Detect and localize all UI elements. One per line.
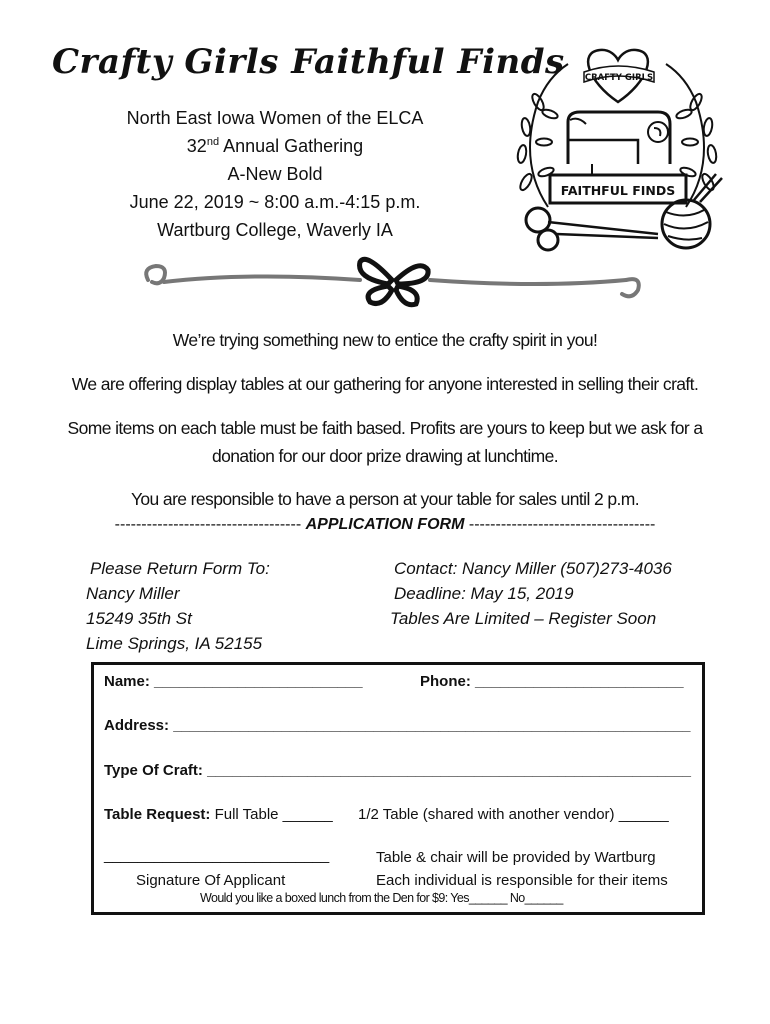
name-field[interactable] <box>104 673 363 690</box>
application-form-divider <box>0 516 770 534</box>
intro-line-1: We’re trying something new to entice the crafty spirit in you! <box>172 330 598 350</box>
name-label: Name: <box>104 673 150 690</box>
signature-label: Signature Of Applicant <box>136 872 286 889</box>
event-location: Wartburg College, Waverly IA <box>157 220 393 240</box>
deadline-line: Deadline: May 15, 2019 <box>394 584 574 603</box>
rule-dashes-right: ----------------------------------- <box>468 516 656 533</box>
boxed-lunch-question[interactable]: Would you like a boxed lunch from the Den for $9: Yes______ No______ <box>200 891 563 905</box>
half-table-option[interactable]: 1/2 Table (shared with another vendor) ______ <box>358 806 669 823</box>
organization: North East Iowa Women of the ELCA <box>126 108 424 128</box>
return-street: 15249 35th St <box>86 609 192 628</box>
craft-label: Type Of Craft: <box>104 762 203 779</box>
craft-field[interactable] <box>104 762 691 779</box>
page-title: Crafty Girls Faithful Finds <box>52 42 565 82</box>
table-chair-note: Table & chair will be provided by Wartburg <box>376 849 656 866</box>
event-info <box>90 104 460 244</box>
rule-dashes-left: ----------------------------------- <box>114 516 302 533</box>
address-field[interactable] <box>104 717 690 734</box>
butterfly-divider <box>130 250 660 310</box>
phone-field[interactable] <box>420 673 684 690</box>
table-request-label: Table Request: <box>104 806 211 823</box>
address-blank[interactable]: ______________________________________________________________ <box>173 717 691 734</box>
application-form-box <box>91 662 705 915</box>
responsibility-note: Each individual is responsible for their items <box>376 872 668 889</box>
event-date: June 22, 2019 ~ 8:00 a.m.-4:15 p.m. <box>129 192 421 212</box>
application-form-label: APPLICATION FORM <box>305 516 465 533</box>
gathering-ordinal: nd <box>206 136 220 148</box>
sewing-machine-logo <box>508 42 726 252</box>
intro-line-4: You are responsible to have a person at your table for sales until 2 p.m. <box>130 489 640 509</box>
logo-banner-bottom: FAITHFUL FINDS <box>560 183 676 198</box>
return-name: Nancy Miller <box>86 584 180 603</box>
contact-line: Contact: Nancy Miller (507)273-4036 <box>394 559 672 578</box>
event-theme: A-New Bold <box>227 164 323 184</box>
gathering-number: 32 <box>186 136 207 156</box>
return-city: Lime Springs, IA 52155 <box>86 634 263 653</box>
full-table-option[interactable]: Full Table ______ <box>214 806 333 823</box>
return-heading: Please Return Form To: <box>90 559 270 578</box>
intro-line-3a: Some items on each table must be faith based. Profits are yours to keep but we ask for a <box>67 418 703 438</box>
butterfly-icon <box>360 259 429 304</box>
gathering-line <box>90 132 460 160</box>
address-label: Address: <box>104 717 170 734</box>
name-blank[interactable]: _________________________ <box>154 673 363 690</box>
intro-line-3b: donation for our door prize drawing at lunchtime. <box>211 446 559 466</box>
gathering-text: Annual Gathering <box>219 136 364 156</box>
logo-banner-top: CRAFTY GIRLS <box>584 73 654 83</box>
tables-limited-line: Tables Are Limited – Register Soon <box>390 609 657 628</box>
craft-blank[interactable]: __________________________________________________________ <box>207 762 691 779</box>
table-request-field[interactable] <box>104 806 333 823</box>
intro-line-2: We are offering display tables at our gathering for anyone interested in selling their craft. <box>71 374 699 394</box>
phone-blank[interactable]: _________________________ <box>475 673 684 690</box>
signature-blank[interactable]: ___________________________ <box>104 847 330 864</box>
phone-label: Phone: <box>420 673 471 690</box>
